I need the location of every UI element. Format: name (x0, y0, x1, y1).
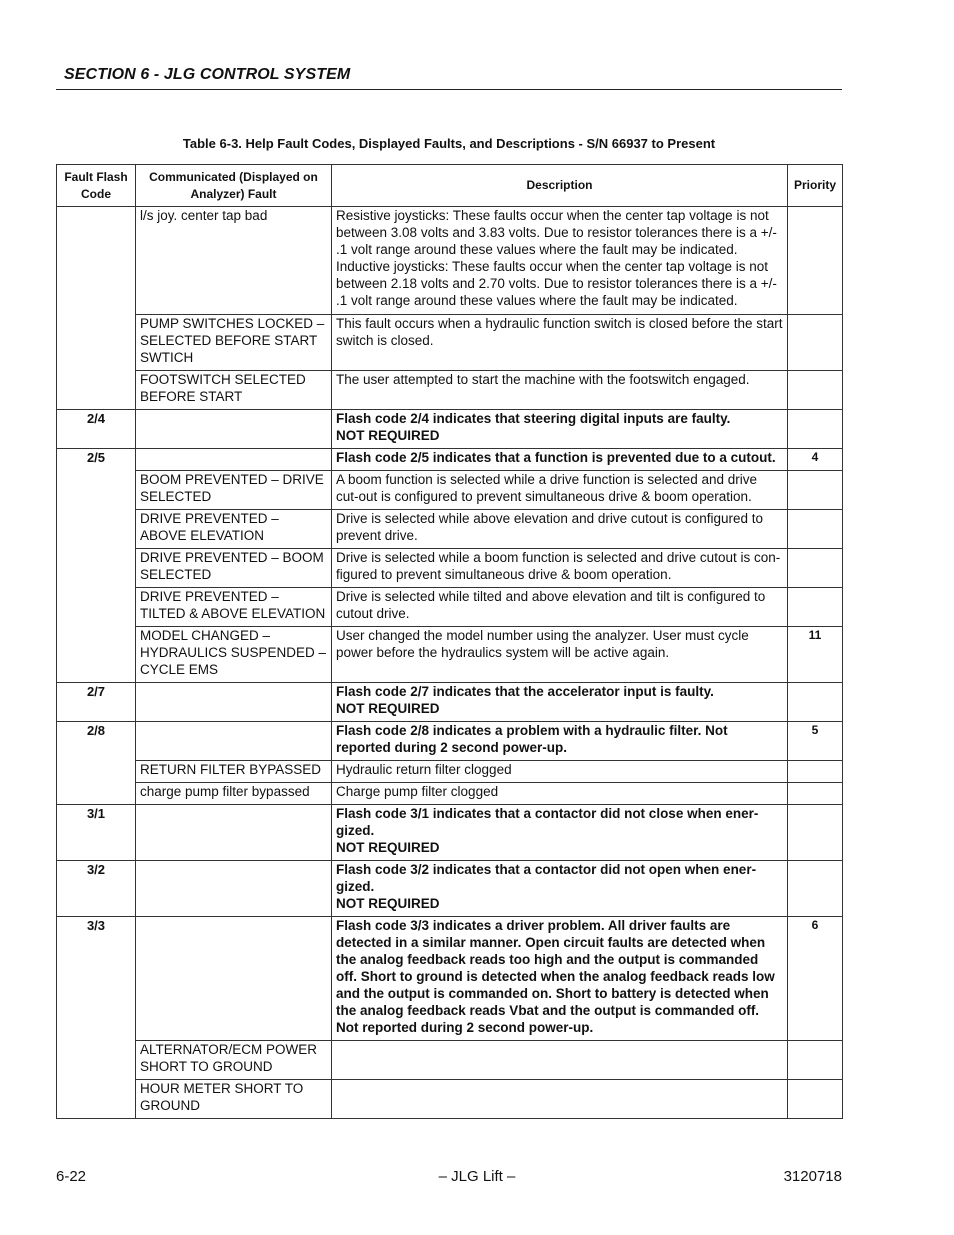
fault-code-cell: 3/1 (57, 805, 136, 861)
description-cell (332, 315, 788, 371)
priority-cell: 6 (788, 917, 843, 1041)
table-row (57, 805, 843, 861)
description-cell (332, 1080, 788, 1119)
table-row (57, 722, 843, 761)
priority-cell (788, 315, 843, 371)
description-line: NOT REQUIRED (336, 428, 440, 443)
fault-name-cell: FOOTSWITCH SELECTED BEFORE START (136, 371, 332, 410)
description-line: Resistive joysticks: These faults occur when the center tap voltage is not between 3.08 volts and 3.83 volts. Due to resistor tolerances there is a +/- .1 volt range around these values where the fault may be indicated. (336, 208, 777, 257)
fault-name-cell (136, 449, 332, 471)
fault-code-cell: 3/2 (57, 861, 136, 917)
fault-name-cell: ALTERNATOR/ECM POWER SHORT TO GROUND (136, 1041, 332, 1080)
description-cell (332, 783, 788, 805)
description-cell (332, 410, 788, 449)
table-row (57, 471, 843, 510)
description-line: NOT REQUIRED (336, 701, 440, 716)
table-row (57, 207, 843, 315)
description-cell (332, 471, 788, 510)
description-line: Flash code 3/3 indicates a driver problem. All driver faults are detected in a similar manner. Open circuit faults are detected when the analog feedback reads too high and the output is commanded off. Short to ground is detected when the analog feedback reads low and the output is commanded on. Short to battery is detected when the analog feedback reads Vbat and the output is commanded off. Not reported during 2 second power-up. (336, 918, 775, 1035)
section-header: SECTION 6 - JLG CONTROL SYSTEM (64, 66, 351, 83)
description-cell (332, 549, 788, 588)
fault-name-cell: BOOM PREVENTED – DRIVE SELECTED (136, 471, 332, 510)
description-cell (332, 722, 788, 761)
priority-cell (788, 549, 843, 588)
priority-cell: 11 (788, 627, 843, 683)
header-fault-line-1: Communicated (Displayed on (149, 169, 318, 184)
description-line: Hydraulic return filter clogged (336, 762, 512, 777)
priority-cell (788, 510, 843, 549)
fault-code-cell: 2/8 (57, 722, 136, 805)
description-line: NOT REQUIRED (336, 896, 440, 911)
table-row (57, 315, 843, 371)
table-row (57, 510, 843, 549)
fault-code-cell: 2/5 (57, 449, 136, 683)
table-row (57, 1041, 843, 1080)
description-line: Charge pump filter clogged (336, 784, 499, 799)
table-row (57, 449, 843, 471)
fault-name-cell: DRIVE PREVENTED – ABOVE ELEVATION (136, 510, 332, 549)
priority-cell (788, 805, 843, 861)
description-cell (332, 588, 788, 627)
description-line: A boom function is selected while a drive function is selected and drive cut-out is configured to prevent simultaneous drive & boom operation. (336, 472, 757, 504)
fault-name-cell (136, 683, 332, 722)
description-line: Flash code 2/7 indicates that the accelerator input is faulty. (336, 684, 714, 699)
header-code-line-2: Code (81, 186, 111, 201)
priority-cell (788, 783, 843, 805)
table-caption: Table 6-3. Help Fault Codes, Displayed Faults, and Descriptions - S/N 66937 to Present (182, 136, 716, 151)
description-cell (332, 761, 788, 783)
description-cell (332, 510, 788, 549)
description-cell (332, 207, 788, 315)
priority-cell (788, 861, 843, 917)
table-row (57, 549, 843, 588)
fault-name-cell (136, 861, 332, 917)
fault-name-cell (136, 410, 332, 449)
fault-name-cell: l/s joy. center tap bad (136, 207, 332, 315)
priority-cell (788, 588, 843, 627)
description-line: Flash code 2/4 indicates that steering digital inputs are faulty. (336, 411, 731, 426)
fault-code-cell: 2/4 (57, 410, 136, 449)
fault-name-cell: MODEL CHANGED – HYDRAULICS SUSPENDED – CYCLE EMS (136, 627, 332, 683)
page-number: 6-22 (56, 1168, 87, 1185)
description-line: Flash code 3/2 indicates that a contactor did not open when ener-gized. (336, 862, 757, 894)
table-row (57, 627, 843, 683)
priority-cell (788, 683, 843, 722)
description-cell (332, 1041, 788, 1080)
priority-cell: 4 (788, 449, 843, 471)
priority-cell: 5 (788, 722, 843, 761)
header-priority: Priority (788, 165, 843, 207)
fault-name-cell: PUMP SWITCHES LOCKED – SELECTED BEFORE START SWTICH (136, 315, 332, 371)
description-line: Flash code 3/1 indicates that a contactor did not close when ener-gized. (336, 806, 759, 838)
fault-name-cell: RETURN FILTER BYPASSED (136, 761, 332, 783)
fault-code-cell (57, 207, 136, 410)
footer-brand: – JLG Lift – (438, 1168, 516, 1185)
description-cell (332, 449, 788, 471)
table-row (57, 683, 843, 722)
description-cell (332, 917, 788, 1041)
priority-cell (788, 410, 843, 449)
table-row (57, 371, 843, 410)
fault-name-cell: DRIVE PREVENTED – BOOM SELECTED (136, 549, 332, 588)
fault-name-cell: DRIVE PREVENTED – TILTED & ABOVE ELEVATION (136, 588, 332, 627)
table-row (57, 861, 843, 917)
description-line: This fault occurs when a hydraulic function switch is closed before the start switch is closed. (336, 316, 783, 348)
header-rule (56, 89, 842, 90)
table-header-row (57, 165, 843, 207)
description-cell (332, 683, 788, 722)
fault-name-cell: HOUR METER SHORT TO GROUND (136, 1080, 332, 1119)
document-number: 3120718 (783, 1168, 842, 1185)
description-line: Flash code 2/8 indicates a problem with a hydraulic filter. Not reported during 2 second power-up. (336, 723, 728, 755)
priority-cell (788, 1041, 843, 1080)
table-row (57, 1080, 843, 1119)
description-line: Drive is selected while tilted and above elevation and tilt is configured to cutout drive. (336, 589, 766, 621)
header-communicated-fault (136, 165, 332, 207)
description-line: The user attempted to start the machine with the footswitch engaged. (336, 372, 750, 387)
description-cell (332, 627, 788, 683)
description-line: User changed the model number using the analyzer. User must cycle power before the hydraulics system will be active again. (336, 628, 749, 660)
table-row (57, 917, 843, 1041)
fault-name-cell: charge pump filter bypassed (136, 783, 332, 805)
description-cell (332, 861, 788, 917)
fault-code-cell: 3/3 (57, 917, 136, 1119)
priority-cell (788, 471, 843, 510)
description-cell (332, 371, 788, 410)
description-line: Flash code 2/5 indicates that a function is prevented due to a cutout. (336, 450, 776, 465)
priority-cell (788, 371, 843, 410)
table-row (57, 410, 843, 449)
table-row (57, 783, 843, 805)
fault-name-cell (136, 917, 332, 1041)
fault-name-cell (136, 805, 332, 861)
header-fault-line-2: Analyzer) Fault (190, 186, 277, 201)
description-line: NOT REQUIRED (336, 840, 440, 855)
description-line: Drive is selected while a boom function is selected and drive cutout is con-figured to prevent simultaneous drive & boom operation. (336, 550, 781, 582)
fault-code-cell: 2/7 (57, 683, 136, 722)
header-code-line-1: Fault Flash (64, 169, 128, 184)
fault-codes-table (56, 164, 843, 1119)
table-row (57, 588, 843, 627)
description-line: Drive is selected while above elevation and drive cutout is configured to prevent drive. (336, 511, 763, 543)
description-line: Inductive joysticks: These faults occur when the center tap voltage is not between 2.18 volts and 2.70 volts. Due to resistor tolerances there is a +/- .1 volt range around these values where the fault may be indicated. (336, 259, 777, 308)
priority-cell (788, 1080, 843, 1119)
fault-name-cell (136, 722, 332, 761)
description-cell (332, 805, 788, 861)
table-row (57, 761, 843, 783)
header-fault-flash-code (57, 165, 136, 207)
priority-cell (788, 207, 843, 315)
header-description: Description (332, 165, 788, 207)
priority-cell (788, 761, 843, 783)
